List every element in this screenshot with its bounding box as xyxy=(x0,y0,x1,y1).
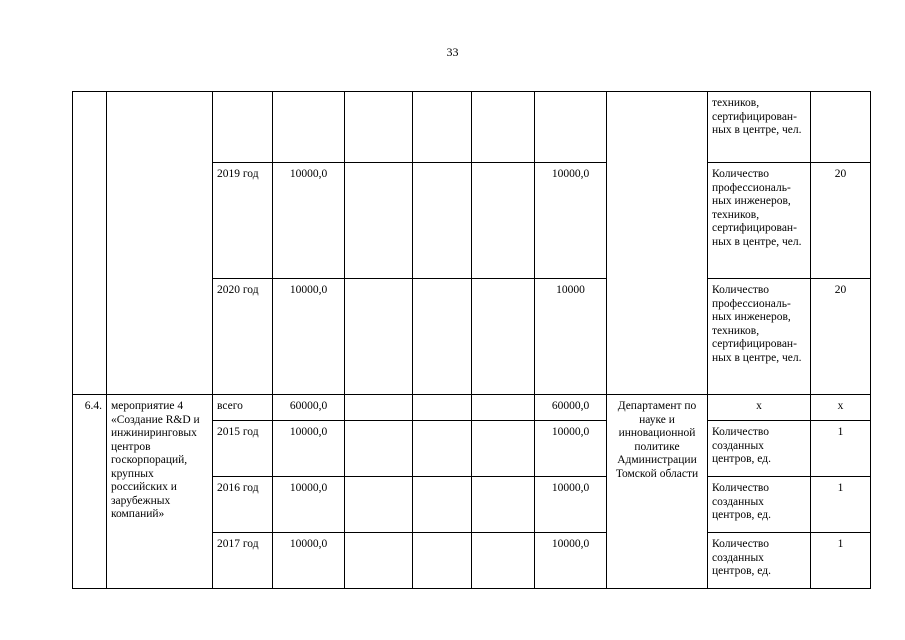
total-cell: 10000,0 xyxy=(273,477,345,533)
year-cell: 2016 год xyxy=(213,477,273,533)
executor-cell xyxy=(607,92,708,395)
extra-budget-cell xyxy=(535,92,607,163)
year-cell: 2020 год xyxy=(213,279,273,395)
program-table xyxy=(72,91,871,589)
value-cell: 20 xyxy=(811,279,871,395)
value-cell: 1 xyxy=(811,533,871,589)
indicator-cell: техников, сертифицирован-ных в центре, чел. xyxy=(708,92,811,163)
event-number: 6.4. xyxy=(73,395,107,589)
local-cell xyxy=(472,533,535,589)
regional-cell xyxy=(413,477,472,533)
federal-cell xyxy=(345,279,413,395)
year-cell: всего xyxy=(213,395,273,421)
local-cell xyxy=(472,163,535,279)
indicator-cell: х xyxy=(708,395,811,421)
value-cell xyxy=(811,92,871,163)
value-cell: 20 xyxy=(811,163,871,279)
event-name: мероприятие 4 «Создание R&D и инжиниринговых центров госкорпораций, крупных российских и зарубежных компаний» xyxy=(107,395,213,589)
extra-budget-cell: 10000,0 xyxy=(535,477,607,533)
value-cell: 1 xyxy=(811,477,871,533)
total-cell: 60000,0 xyxy=(273,395,345,421)
value-cell: 1 xyxy=(811,421,871,477)
extra-budget-cell: 10000,0 xyxy=(535,421,607,477)
value-cell: х xyxy=(811,395,871,421)
indicator-cell: Количество созданных центров, ед. xyxy=(708,421,811,477)
indicator-cell: Количество созданных центров, ед. xyxy=(708,477,811,533)
table-row xyxy=(73,92,871,163)
page-number: 33 xyxy=(446,45,459,59)
indicator-cell: Количество профессиональ-ных инженеров, техников, сертифицирован-ных в центре, чел. xyxy=(708,163,811,279)
federal-cell xyxy=(345,395,413,421)
federal-cell xyxy=(345,477,413,533)
executor-cell: Департамент по науке и инновационной политике Администрации Томской области xyxy=(607,395,708,589)
regional-cell xyxy=(413,92,472,163)
total-cell: 10000,0 xyxy=(273,163,345,279)
indicator-cell: Количество созданных центров, ед. xyxy=(708,533,811,589)
indicator-cell: Количество профессиональ-ных инженеров, техников, сертифицирован-ных в центре, чел. xyxy=(708,279,811,395)
total-cell: 10000,0 xyxy=(273,421,345,477)
regional-cell xyxy=(413,395,472,421)
extra-budget-cell: 10000,0 xyxy=(535,163,607,279)
year-cell xyxy=(213,92,273,163)
extra-budget-cell: 10000,0 xyxy=(535,533,607,589)
year-cell: 2019 год xyxy=(213,163,273,279)
regional-cell xyxy=(413,279,472,395)
federal-cell xyxy=(345,421,413,477)
name-cell xyxy=(107,92,213,395)
year-cell: 2017 год xyxy=(213,533,273,589)
local-cell xyxy=(472,395,535,421)
local-cell xyxy=(472,421,535,477)
extra-budget-cell: 60000,0 xyxy=(535,395,607,421)
regional-cell xyxy=(413,163,472,279)
federal-cell xyxy=(345,533,413,589)
local-cell xyxy=(472,477,535,533)
year-cell: 2015 год xyxy=(213,421,273,477)
total-cell: 10000,0 xyxy=(273,533,345,589)
regional-cell xyxy=(413,421,472,477)
table-row xyxy=(73,395,871,421)
number-cell xyxy=(73,92,107,395)
regional-cell xyxy=(413,533,472,589)
total-cell: 10000,0 xyxy=(273,279,345,395)
local-cell xyxy=(472,279,535,395)
federal-cell xyxy=(345,92,413,163)
local-cell xyxy=(472,92,535,163)
federal-cell xyxy=(345,163,413,279)
total-cell xyxy=(273,92,345,163)
extra-budget-cell: 10000 xyxy=(535,279,607,395)
